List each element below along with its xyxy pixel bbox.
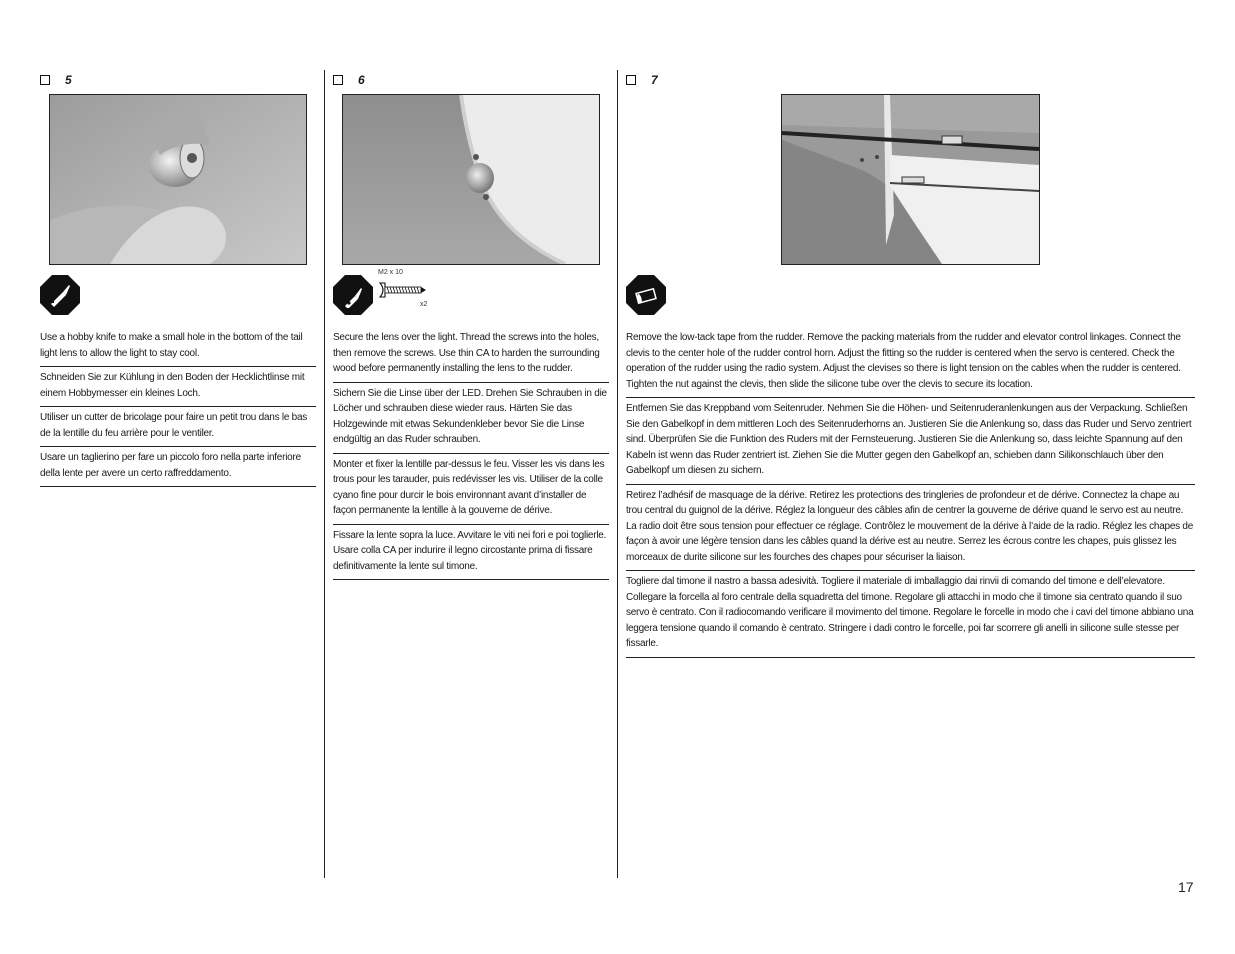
tape-roll-icon xyxy=(626,275,666,315)
hobby-knife-icon xyxy=(40,275,80,315)
instruction-italian: Togliere dal timone il nastro a bassa adesività. Togliere il materiale di imballaggio dai rinvii di comando del timone e dell’elevatore. Collegare la forcella al foro centrale della squadretta del timone. Regolare gli attacchi in modo che il timone sia centrato quando il suo servo è centrato. Con il radiocomando verificare il movimento del timone. Regolare le forcelle in modo che i cavi del timone abbiano una leggera tensione quando il comando è centrato. Stringere i dadi contro le forcelle, poi far scorrere gli anelli in silicone sulle stesse per fissarle. xyxy=(626,571,1195,658)
instruction-english: Use a hobby knife to make a small hole in the bottom of the tail light lens to allow the light to stay cool. xyxy=(40,327,316,367)
step-7-photo xyxy=(781,94,1040,265)
screw-icon xyxy=(378,281,428,299)
step-5-column xyxy=(40,70,316,487)
instruction-italian: Usare un taglierino per fare un piccolo foro nella parte inferiore della lente per avere un certo raffreddamento. xyxy=(40,447,316,487)
screw-quantity: x2 xyxy=(420,301,428,308)
instruction-german: Sichern Sie die Linse über der LED. Drehen Sie Schrauben in die Löcher und schrauben diese wieder raus. Härten Sie das Holzgewinde mit etwas Sekundenkleber bevor Sie die Linse endgültig an das Ruder schrauben. xyxy=(333,383,609,454)
step-header xyxy=(626,70,1195,90)
instruction-german: Schneiden Sie zur Kühlung in den Boden der Hecklichtlinse mit einem Hobbymesser ein kleines Loch. xyxy=(40,367,316,407)
step-header xyxy=(333,70,609,90)
tool-row xyxy=(333,269,609,319)
step-number: 7 xyxy=(651,73,658,87)
step-6-photo xyxy=(342,94,600,265)
instruction-german: Entfernen Sie das Kreppband vom Seitenruder. Nehmen Sie die Höhen- und Seitenruderanlenkungen aus der Verpackung. Schließen Sie den Gabelkopf in dem mittleren Loch des Seitenruderhorns an. Justieren Sie die Anlenkung so, dass das Ruder und Servo zentriert sind. Überprüfen Sie die Funktion des Ruders mit der Fernsteuerung. Justieren Sie die Anlenkung so, dass leichte Spannung auf den Kabeln ist wenn das Ruder zentriert ist. Ziehen Sie die Mutter gegen den Gabelkopf an, schieben dann Silikonschlauch über den Gabelkopf um diesen zu sichern. xyxy=(626,398,1195,485)
column-divider xyxy=(617,70,618,878)
tool-row xyxy=(40,275,316,319)
ca-glue-bottle-icon xyxy=(333,275,373,315)
step-checkbox[interactable] xyxy=(40,75,50,85)
step-6-column xyxy=(333,70,609,580)
step-7-column xyxy=(626,70,1195,658)
instruction-french: Monter et fixer la lentille par-dessus le feu. Visser les vis dans les trous pour les tarauder, puis redévisser les vis. Utiliser de la colle cyano fine pour durcir le bois environnant avant d’installer de façon permanente la lentille à la gouverne de dérive. xyxy=(333,454,609,525)
instruction-english: Secure the lens over the light. Thread the screws into the holes, then remove the screws. Use thin CA to harden the surrounding wood before permanently installing the lens to the rudder. xyxy=(333,327,609,383)
instruction-italian: Fissare la lente sopra la luce. Avvitare le viti nei fori e poi toglierle. Usare colla CA per indurire il legno circostante prima di fissare definitivamente la lente sul timone. xyxy=(333,525,609,581)
screw-size-label: M2 x 10 xyxy=(378,269,403,276)
step-number: 5 xyxy=(65,73,72,87)
page-number: 17 xyxy=(1178,879,1194,895)
step-checkbox[interactable] xyxy=(333,75,343,85)
column-divider xyxy=(324,70,325,878)
screw-spec xyxy=(378,269,448,315)
step-header xyxy=(40,70,316,90)
step-5-photo xyxy=(49,94,307,265)
instruction-french: Utiliser un cutter de bricolage pour faire un petit trou dans le bas de la lentille du feu arrière pour le ventiler. xyxy=(40,407,316,447)
instruction-english: Remove the low-tack tape from the rudder. Remove the packing materials from the rudder and elevator control linkages. Connect the clevis to the center hole of the rudder control horn. Adjust the fitting so the rudder is centered when the servo is centered. Check the operation of the rudder using the radio system. Adjust the clevises so there is light tension on the cables when the rudder is centered. Tighten the nut against the clevis, then slide the silicone tube over the clevis to secure its location. xyxy=(626,327,1195,398)
step-number: 6 xyxy=(358,73,365,87)
instruction-french: Retirez l’adhésif de masquage de la dérive. Retirez les protections des tringleries de profondeur et de dérive. Connectez la chape au trou central du guignol de la dérive. Réglez la longueur des câbles afin de centrer la gouverne de dérive quand le servo est au neutre. La radio doit être sous tension pour effectuer ce réglage. Contrôlez le mouvement de la dérive à l’aide de la radio. Réglez les chapes de façon à avoir une légère tension dans les câbles quand la dérive est au neutre. Serrez les écrous contre les chapes, puis glissez les morceaux de durite silicone sur les fourches des chapes pour sécuriser la liaison. xyxy=(626,485,1195,572)
step-checkbox[interactable] xyxy=(626,75,636,85)
tool-row xyxy=(626,275,1195,319)
